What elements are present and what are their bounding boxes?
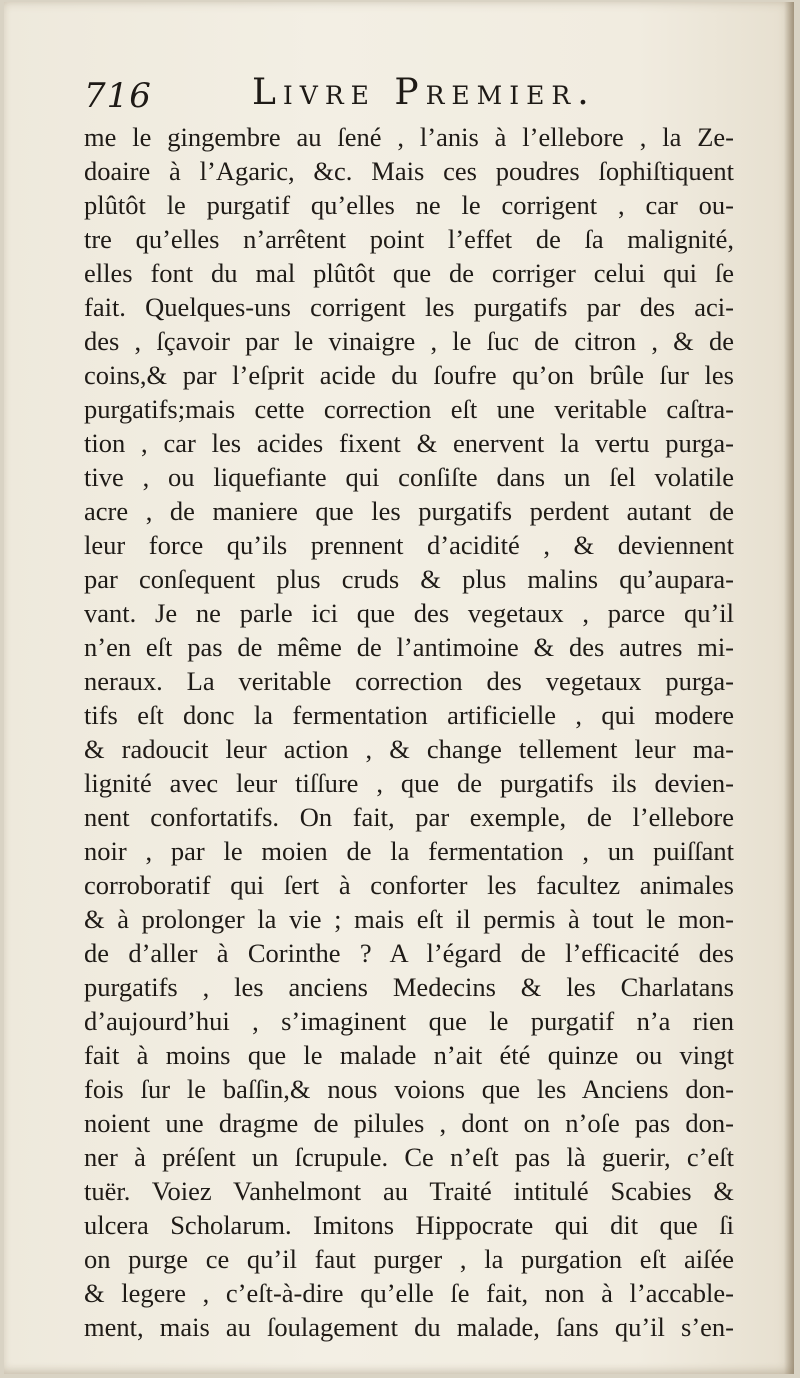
book-page xyxy=(4,2,794,1374)
text-line: doaire à l’Agaric, &c. Mais ces poudres ſophiſtiquent xyxy=(84,156,734,186)
text-line: me le gingembre au ſené , l’anis à l’ellebore , la Ze- xyxy=(84,122,734,152)
text-line: corroboratif qui ſert à conforter les facultez animales xyxy=(84,870,734,900)
text-line: acre , de maniere que les purgatifs perdent autant de xyxy=(84,496,734,526)
text-line: coins,& par l’eſprit acide du ſoufre qu’on brûle ſur les xyxy=(84,360,734,390)
text-line: par conſequent plus cruds & plus malins qu’aupara- xyxy=(84,564,734,594)
text-line: purgatifs;mais cette correction eſt une veritable caſtra- xyxy=(84,394,734,424)
text-line: fait. Quelques-uns corrigent les purgatifs par des aci- xyxy=(84,292,734,322)
text-line: & à prolonger la vie ; mais eſt il permis à tout le mon- xyxy=(84,904,734,934)
text-line: d’aujourd’hui , s’imaginent que le purgatif n’a rien xyxy=(84,1006,734,1036)
text-line: purgatifs , les anciens Medecins & les Charlatans xyxy=(84,972,734,1002)
text-line: & radoucit leur action , & change tellement leur ma- xyxy=(84,734,734,764)
page-edge-shadow xyxy=(784,2,794,1374)
text-line: fois ſur le baſſin,& nous voions que les Anciens don- xyxy=(84,1074,734,1104)
text-line: nent confortatifs. On fait, par exemple, de l’ellebore xyxy=(84,802,734,832)
text-line: des , ſçavoir par le vinaigre , le ſuc de citron , & de xyxy=(84,326,734,356)
text-line: neraux. La veritable correction des vegetaux purga- xyxy=(84,666,734,696)
text-line: de d’aller à Corinthe ? A l’égard de l’efficacité des xyxy=(84,938,734,968)
text-line: ment, mais au ſoulagement du malade, ſans qu’il s’en- xyxy=(84,1312,734,1342)
text-line: tre qu’elles n’arrêtent point l’effet de ſa malignité, xyxy=(84,224,734,254)
body-text xyxy=(84,120,734,1344)
text-line: tive , ou liquefiante qui conſiſte dans un ſel volatile xyxy=(84,462,734,492)
text-line: vant. Je ne parle ici que des vegetaux , parce qu’il xyxy=(84,598,734,628)
text-line: ulcera Scholarum. Imitons Hippocrate qui dit que ſi xyxy=(84,1210,734,1240)
text-line: ner à préſent un ſcrupule. Ce n’eſt pas là guerir, c’eſt xyxy=(84,1142,734,1172)
text-line: tion , car les acides fixent & enervent la vertu purga- xyxy=(84,428,734,458)
text-line: plûtôt le purgatif qu’elles ne le corrigent , car ou- xyxy=(84,190,734,220)
text-line: tifs eſt donc la fermentation artificielle , qui modere xyxy=(84,700,734,730)
text-line: lignité avec leur tiſſure , que de purgatifs ils devien- xyxy=(84,768,734,798)
text-line: on purge ce qu’il faut purger , la purgation eſt aiſée xyxy=(84,1244,734,1274)
page-number: 716 xyxy=(84,76,152,116)
text-line: tuër. Voiez Vanhelmont au Traité intitulé Scabies & xyxy=(84,1176,734,1206)
text-line: & legere , c’eſt-à-dire qu’elle ſe fait, non à l’accable- xyxy=(84,1278,734,1308)
text-line: leur force qu’ils prennent d’acidité , & deviennent xyxy=(84,530,734,560)
text-line: elles font du mal plûtôt que de corriger celui qui ſe xyxy=(84,258,734,288)
page-header xyxy=(84,72,744,120)
text-line: n’en eſt pas de même de l’antimoine & des autres mi- xyxy=(84,632,734,662)
running-head: Livre Premier. xyxy=(252,72,596,113)
text-line: fait à moins que le malade n’ait été quinze ou vingt xyxy=(84,1040,734,1070)
text-line: noient une dragme de pilules , dont on n’oſe pas don- xyxy=(84,1108,734,1138)
text-line: noir , par le moien de la fermentation , un puiſſant xyxy=(84,836,734,866)
